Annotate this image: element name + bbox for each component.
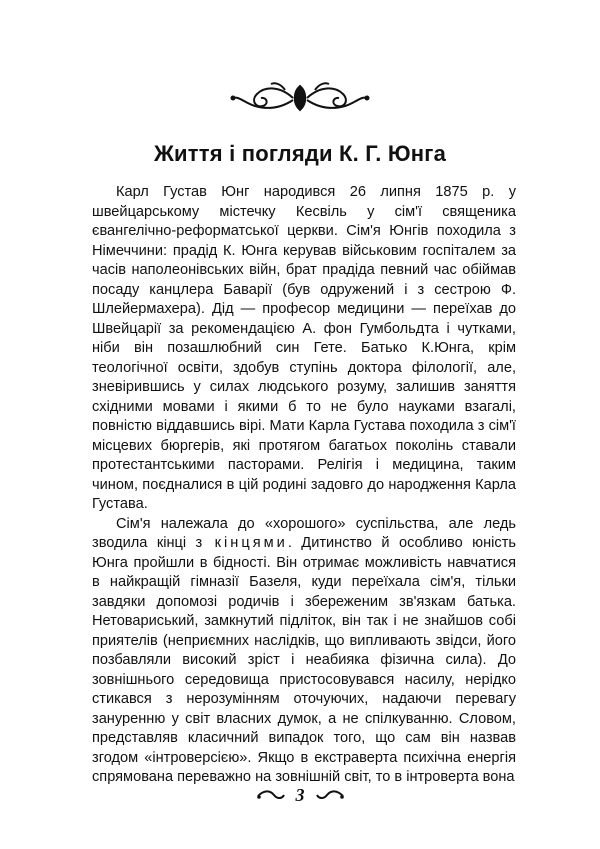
- page-footer: [0, 785, 600, 811]
- flourish-ornament-icon: [225, 78, 375, 118]
- paragraph-1: Карл Густав Юнг народився 26 липня 1875 р. у швейцарському містечку Кесвіль у сім'ї священика євангелічно-реформатської церкви. Сім'я Юнгів походила з Німеччини: прадід К. Юнга керував військовим госпіталем за часів наполеонівських війн, брат прадіда певний час обіймав посаду канцлера Баварії (був одружений і з сестрою Ф. Шлейермахера). Дід — професор медицини — переїхав до Швейцарії за рекомендацією А. фон Гумбольдта і чутками, ніби він позашлюбний син Гете. Батько К.Юнга, крім теологічної освіти, здобув ступінь доктора філології, але, зневірившись у силах людського розуму, залишив заняття східними мовами і якими б то не було науками взагалі, повністю віддавшись вірі. Мати Карла Густава походила з сім'ї місцевих бюргерів, які протягом багатьох поколінь ставали протестантськими пасторами. Релігія і медицина, таким чином, поєдналися в цій родині задовго до народження Карла Густава.: [92, 184, 516, 512]
- body-text: [92, 183, 516, 788]
- paragraph-2-rest: . Дитинство й особливо юність Юнга пройшли в бідності. Він отримає можливість навчатися в найкращій гімназії Базеля, куди переїхала сім'я, тільки завдяки допомозі родичів і збереженим зв'язкам батька. Нетовариський, замкнутий підліток, він так і не знайшов собі приятелів (неприємних наслідків, що випливають звідси, його позбавляли високий зріст і неабияка фізична сила). До зовнішнього середовища пристосовувався насилу, нерідко стикався з нерозумінням оточуючих, надаючи перевагу зануренню у світ власних думок, а не спілкуванню. Словом, представляв класичний випадок того, що сам він назвав згодом «інтроверсією». Якщо в екстраверта психічна енергія спрямована переважно на зовнішній світ, то в інтроверта вона: [92, 535, 516, 785]
- page-number: 3: [295, 785, 305, 805]
- paragraph-2-spaced: кінцями: [202, 535, 288, 551]
- right-swirl-icon: [315, 789, 345, 803]
- left-swirl-icon: [256, 789, 286, 803]
- page-title: Життя і погляди К. Г. Юнга: [153, 141, 447, 166]
- paragraph-2: [92, 515, 516, 788]
- top-ornament: [0, 78, 600, 118]
- paragraph-2-start: Сім'я належала до «хорошого» суспільства, але ледь зводила кінці з: [92, 515, 516, 551]
